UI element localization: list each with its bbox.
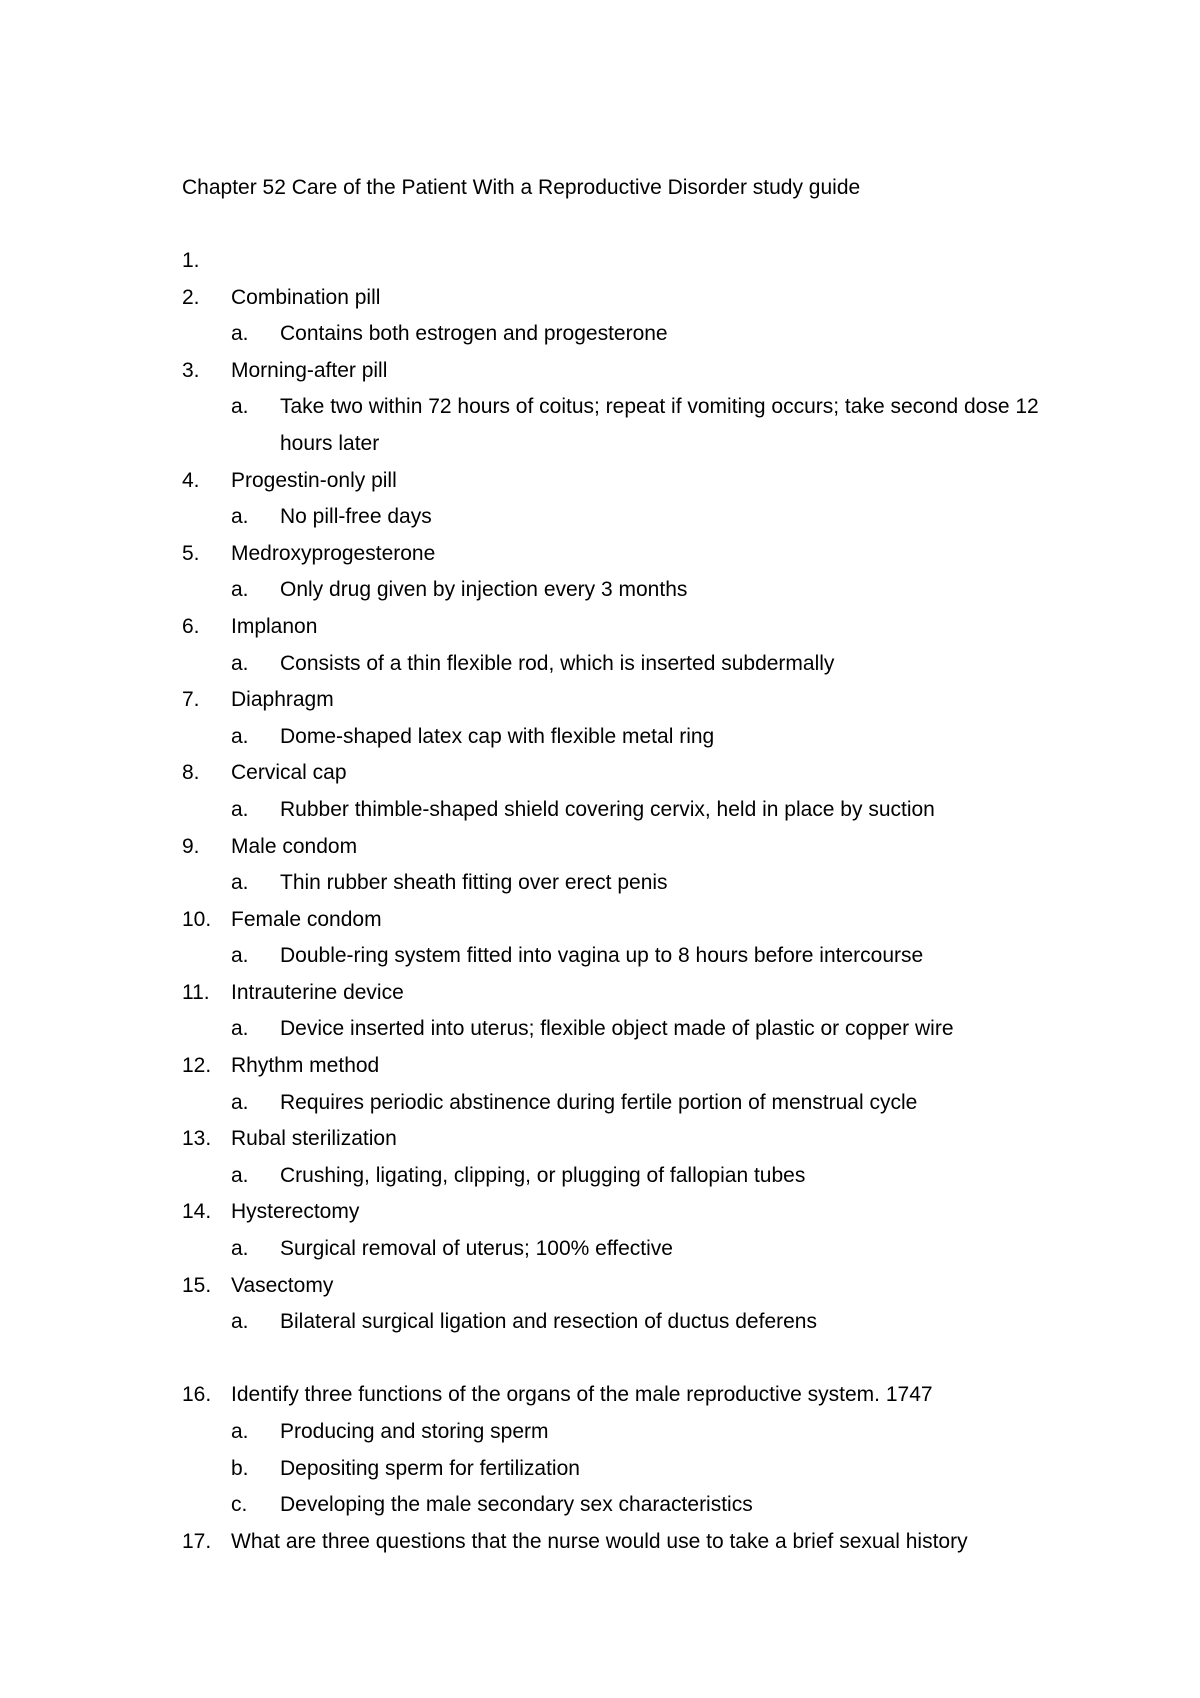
list-item-number: 5. [182, 541, 200, 565]
list-item [182, 1048, 1062, 1085]
list-item-number: 1. [182, 249, 200, 272]
list-item-text [182, 243, 1062, 280]
list-item-text: Progestin-only pill [231, 468, 397, 492]
sub-item-text: Take two within 72 hours of coitus; repeat if vomiting occurs; take second dose 12 hours later [280, 395, 1039, 455]
sub-item-text: Contains both estrogen and progesterone [280, 322, 668, 346]
list-item [182, 1377, 1062, 1414]
list-item-number: 15. [182, 1273, 212, 1297]
list-item-number: 9. [182, 834, 200, 858]
sub-item [182, 1487, 1062, 1524]
list-item-number: 8. [182, 761, 200, 785]
list-item [182, 829, 1062, 866]
sub-item-text: Thin rubber sheath fitting over erect penis [280, 871, 668, 895]
sub-item-letter: a. [231, 1420, 249, 1443]
list-item-number: 13. [182, 1127, 212, 1151]
sub-item-letter: a. [231, 1090, 249, 1114]
sub-item [182, 499, 1062, 536]
list-item [182, 1268, 1062, 1305]
sub-item-text: Surgical removal of uterus; 100% effective [280, 1237, 673, 1261]
list-item [182, 353, 1062, 390]
list-item-text: Intrauterine device [231, 980, 404, 1004]
list-item-text: Rhythm method [231, 1054, 380, 1078]
list-item-number: 3. [182, 358, 200, 382]
sub-item-letter: a. [231, 1163, 249, 1187]
sub-item [182, 1158, 1062, 1195]
sub-item-letter: a. [231, 1310, 249, 1334]
list-item-text: Female condom [231, 907, 382, 931]
list-item [182, 280, 1062, 317]
sub-item-text: Dome-shaped latex cap with flexible metal ring [280, 724, 715, 748]
list-item-text: Medroxyprogesterone [231, 541, 436, 565]
document-title: Chapter 52 Care of the Patient With a Reproductive Disorder study guide [182, 176, 861, 199]
sub-item-text: Crushing, ligating, clipping, or plugging of fallopian tubes [280, 1163, 806, 1187]
sub-item-letter: a. [231, 1237, 249, 1261]
list-item-text: Morning-after pill [231, 358, 388, 382]
sub-item-text: Depositing sperm for fertilization [280, 1456, 580, 1480]
section-gap [182, 1341, 1062, 1378]
study-guide-list [182, 243, 1062, 1560]
list-item-text: Male condom [231, 834, 358, 858]
sub-item-text: Producing and storing sperm [280, 1420, 549, 1443]
sub-item [182, 1085, 1062, 1122]
sub-item-letter: a. [231, 1017, 249, 1041]
list-item-number: 2. [182, 285, 200, 309]
list-item [182, 463, 1062, 500]
list-item-text: Hysterectomy [231, 1200, 360, 1224]
list-item-text: Implanon [231, 614, 318, 638]
sub-item-letter: c. [231, 1493, 248, 1517]
sub-item [182, 792, 1062, 829]
sub-item-text: Consists of a thin flexible rod, which is inserted subdermally [280, 651, 835, 675]
list-item-text: Diaphragm [231, 688, 334, 712]
sub-item-text: Device inserted into uterus; flexible object made of plastic or copper wire [280, 1017, 954, 1041]
sub-item-text: Rubber thimble-shaped shield covering cervix, held in place by suction [280, 797, 935, 821]
sub-item-letter: a. [231, 578, 249, 602]
sub-item-letter: a. [231, 871, 249, 895]
sub-item-letter: a. [231, 505, 249, 529]
sub-item [182, 572, 1062, 609]
list-item [182, 755, 1062, 792]
list-item-number: 6. [182, 614, 200, 638]
list-item [182, 902, 1062, 939]
list-item-text: Vasectomy [231, 1273, 334, 1297]
list-item-text: Cervical cap [231, 761, 347, 785]
sub-item-text: Only drug given by injection every 3 months [280, 578, 688, 602]
sub-item-text: Double-ring system fitted into vagina up to 8 hours before intercourse [280, 944, 924, 968]
sub-item [182, 1304, 1062, 1341]
sub-item [182, 316, 1062, 353]
sub-item-letter: a. [231, 724, 249, 748]
list-item [182, 1194, 1062, 1231]
list-item-number: 7. [182, 688, 200, 712]
sub-item-letter: a. [231, 651, 249, 675]
sub-item-letter: a. [231, 797, 249, 821]
list-item-text: What are three questions that the nurse would use to take a brief sexual history [231, 1529, 968, 1553]
list-item-number: 12. [182, 1054, 212, 1078]
sub-item-letter: a. [231, 322, 249, 346]
sub-item [182, 719, 1062, 756]
sub-item [182, 389, 1062, 462]
sub-item-letter: b. [231, 1456, 249, 1480]
list-item-number: 4. [182, 468, 200, 492]
list-item [182, 536, 1062, 573]
list-item-text: Identify three functions of the organs of the male reproductive system. 1747 [231, 1383, 933, 1407]
sub-item-text: Bilateral surgical ligation and resection of ductus deferens [280, 1310, 817, 1334]
sub-item [182, 865, 1062, 902]
sub-item [182, 1451, 1062, 1488]
list-item [182, 1121, 1062, 1158]
sub-item [182, 1011, 1062, 1048]
sub-item [182, 1231, 1062, 1268]
list-item-text: Rubal sterilization [231, 1127, 397, 1151]
list-item-number: 16. [182, 1383, 212, 1407]
list-item-number: 10. [182, 907, 212, 931]
list-item [182, 609, 1062, 646]
sub-item-letter: a. [231, 944, 249, 968]
sub-item [182, 1414, 1062, 1451]
list-item-number: 17. [182, 1529, 212, 1553]
list-item [182, 682, 1062, 719]
sub-item [182, 646, 1062, 683]
sub-item-text: No pill-free days [280, 505, 432, 529]
list-item [182, 975, 1062, 1012]
sub-item-letter: a. [231, 395, 249, 419]
list-item-text: Combination pill [231, 285, 381, 309]
list-item [182, 243, 1062, 280]
sub-item-text: Developing the male secondary sex characteristics [280, 1493, 753, 1517]
list-item-number: 11. [182, 980, 210, 1004]
list-item [182, 1524, 1062, 1561]
list-item-number: 14. [182, 1200, 212, 1224]
sub-item-text: Requires periodic abstinence during fertile portion of menstrual cycle [280, 1090, 918, 1114]
sub-item [182, 938, 1062, 975]
